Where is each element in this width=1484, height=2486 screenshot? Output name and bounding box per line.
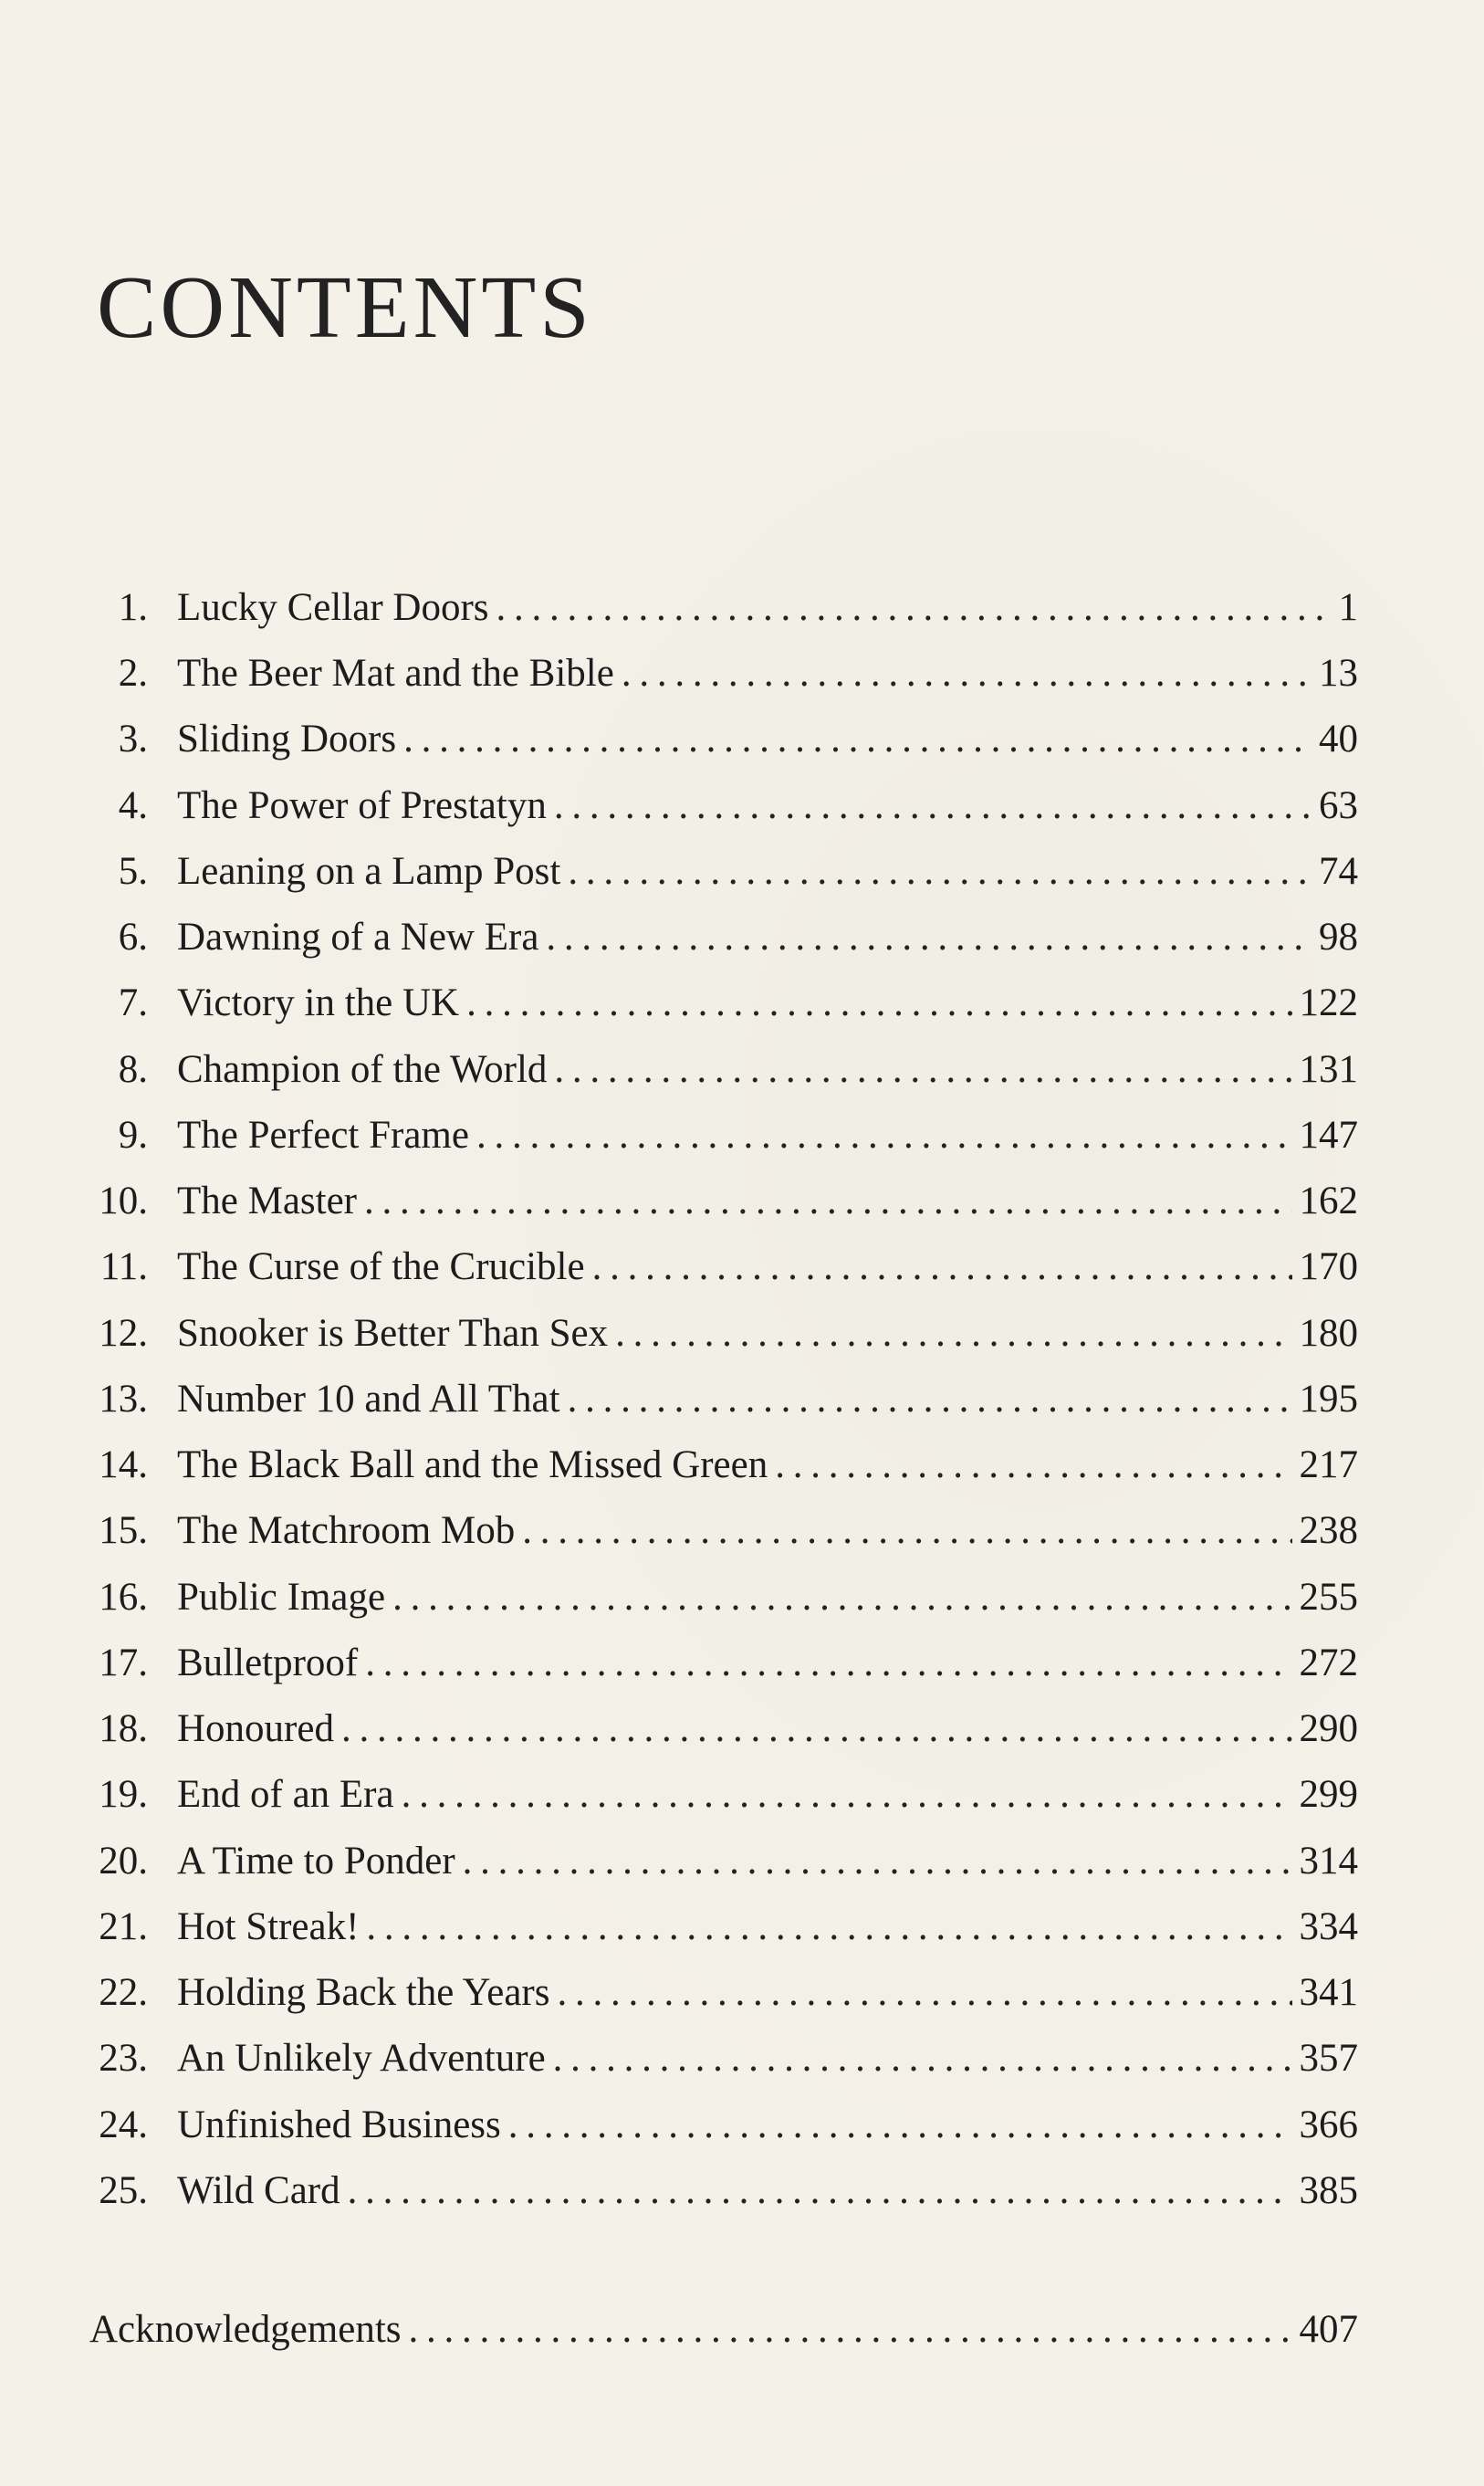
dot-leader bbox=[403, 712, 1312, 767]
toc-entry bbox=[88, 1900, 1358, 1955]
toc-entry bbox=[88, 1636, 1358, 1691]
chapter-number: 8. bbox=[118, 1048, 148, 1091]
chapter-title: The Beer Mat and the Bible bbox=[177, 652, 614, 695]
page-number: 385 bbox=[1299, 2169, 1358, 2212]
toc-entry bbox=[88, 2031, 1358, 2086]
page-number: 74 bbox=[1319, 850, 1358, 893]
dot-leader bbox=[554, 1043, 1291, 1097]
toc-entry bbox=[88, 2098, 1358, 2153]
dot-leader bbox=[392, 1570, 1291, 1625]
dot-leader bbox=[496, 581, 1332, 635]
dot-leader bbox=[557, 1966, 1291, 2020]
toc-entry bbox=[88, 1174, 1358, 1229]
toc-entry bbox=[88, 1702, 1358, 1757]
chapter-title: The Power of Prestatyn bbox=[177, 784, 547, 827]
page-title: CONTENTS bbox=[97, 257, 593, 357]
toc-entry bbox=[88, 910, 1358, 965]
page-number: 255 bbox=[1299, 1576, 1358, 1619]
chapter-number: 24. bbox=[99, 2103, 148, 2146]
dot-leader bbox=[775, 1438, 1291, 1493]
chapter-number: 14. bbox=[99, 1443, 148, 1486]
toc-entry bbox=[88, 779, 1358, 834]
page-number: 180 bbox=[1299, 1312, 1358, 1355]
page-number: 357 bbox=[1299, 2037, 1358, 2080]
chapter-number: 10. bbox=[99, 1180, 148, 1222]
dot-leader bbox=[341, 1702, 1292, 1757]
dot-leader bbox=[568, 1372, 1292, 1427]
toc-entry bbox=[88, 646, 1358, 701]
page-number: 299 bbox=[1299, 1773, 1358, 1816]
chapter-number: 18. bbox=[99, 1707, 148, 1750]
page-number: 366 bbox=[1299, 2103, 1358, 2146]
chapter-title: An Unlikely Adventure bbox=[177, 2037, 546, 2080]
chapter-title: Hot Streak! bbox=[177, 1905, 360, 1948]
dot-leader bbox=[568, 844, 1312, 899]
page-number: 341 bbox=[1299, 1971, 1358, 2014]
dot-leader bbox=[554, 779, 1312, 834]
dot-leader bbox=[592, 1240, 1292, 1295]
page-number: 122 bbox=[1299, 981, 1358, 1024]
toc-entry bbox=[88, 844, 1358, 899]
acknowledgements-title: Acknowledgements bbox=[89, 2308, 402, 2351]
chapter-title: The Perfect Frame bbox=[177, 1114, 469, 1157]
chapter-title: Unfinished Business bbox=[177, 2103, 501, 2146]
page-number: 131 bbox=[1299, 1048, 1358, 1091]
toc-entry-acknowledgements bbox=[89, 2302, 1358, 2357]
dot-leader bbox=[409, 2302, 1292, 2357]
chapter-title: Leaning on a Lamp Post bbox=[177, 850, 561, 893]
chapter-number: 23. bbox=[99, 2037, 148, 2080]
dot-leader bbox=[522, 1504, 1291, 1558]
dot-leader bbox=[622, 646, 1312, 701]
chapter-number: 11. bbox=[99, 1245, 148, 1288]
chapter-title: A Time to Ponder bbox=[177, 1840, 455, 1883]
chapter-title: Snooker is Better Than Sex bbox=[177, 1312, 609, 1355]
chapter-number: 22. bbox=[99, 1971, 148, 2014]
page-number: 147 bbox=[1299, 1114, 1358, 1157]
toc-entry bbox=[88, 1966, 1358, 2020]
dot-leader bbox=[463, 1834, 1292, 1889]
toc-entry bbox=[88, 1240, 1358, 1295]
chapter-title: Victory in the UK bbox=[177, 981, 460, 1024]
chapter-number: 21. bbox=[99, 1905, 148, 1948]
page-number: 334 bbox=[1299, 1905, 1358, 1948]
page-number: 272 bbox=[1299, 1642, 1358, 1684]
dot-leader bbox=[402, 1767, 1292, 1822]
chapter-number: 2. bbox=[118, 652, 148, 695]
toc-entry bbox=[88, 1306, 1358, 1361]
chapter-title: The Matchroom Mob bbox=[177, 1509, 516, 1552]
chapter-number: 13. bbox=[99, 1378, 148, 1421]
dot-leader bbox=[364, 1174, 1291, 1229]
page-number: 217 bbox=[1299, 1443, 1358, 1486]
page-number: 162 bbox=[1299, 1180, 1358, 1222]
chapter-number: 4. bbox=[118, 784, 148, 827]
dot-leader bbox=[508, 2098, 1292, 2153]
chapter-title: Lucky Cellar Doors bbox=[177, 586, 489, 629]
dot-leader bbox=[466, 976, 1291, 1031]
chapter-title: Wild Card bbox=[177, 2169, 340, 2212]
toc-entry bbox=[88, 1108, 1358, 1163]
toc-entry bbox=[88, 1372, 1358, 1427]
chapter-title: Public Image bbox=[177, 1576, 386, 1619]
chapter-number: 15. bbox=[99, 1509, 148, 1552]
page-number: 40 bbox=[1319, 718, 1358, 760]
chapter-title: Champion of the World bbox=[177, 1048, 548, 1091]
page-number: 195 bbox=[1299, 1378, 1358, 1421]
toc-entry bbox=[88, 976, 1358, 1031]
toc-entry bbox=[88, 1767, 1358, 1822]
chapter-number: 7. bbox=[118, 981, 148, 1024]
dot-leader bbox=[476, 1108, 1292, 1163]
chapter-number: 1. bbox=[118, 586, 148, 629]
toc-entry bbox=[88, 1043, 1358, 1097]
toc-entry bbox=[88, 1834, 1358, 1889]
chapter-number: 3. bbox=[118, 718, 148, 760]
chapter-number: 16. bbox=[99, 1576, 148, 1619]
page-number: 238 bbox=[1299, 1509, 1358, 1552]
page-number: 98 bbox=[1319, 916, 1358, 959]
chapter-title: Number 10 and All That bbox=[177, 1378, 560, 1421]
dot-leader bbox=[553, 2031, 1292, 2086]
page-number: 170 bbox=[1299, 1245, 1358, 1288]
chapter-number: 19. bbox=[99, 1773, 148, 1816]
chapter-number: 25. bbox=[99, 2169, 148, 2212]
chapter-title: Honoured bbox=[177, 1707, 334, 1750]
toc-entry bbox=[88, 1438, 1358, 1493]
chapter-number: 6. bbox=[118, 916, 148, 959]
toc-entry bbox=[88, 2164, 1358, 2219]
toc-entry bbox=[88, 1504, 1358, 1558]
chapter-number: 17. bbox=[99, 1642, 148, 1684]
chapter-title: Sliding Doors bbox=[177, 718, 397, 760]
chapter-title: The Black Ball and the Missed Green bbox=[177, 1443, 768, 1486]
dot-leader bbox=[365, 1636, 1291, 1691]
chapter-number: 12. bbox=[99, 1312, 148, 1355]
toc-entry bbox=[88, 581, 1358, 635]
toc-entry bbox=[88, 712, 1358, 767]
dot-leader bbox=[348, 2164, 1292, 2219]
page-number: 290 bbox=[1299, 1707, 1358, 1750]
chapter-number: 20. bbox=[99, 1840, 148, 1883]
page-number: 314 bbox=[1299, 1840, 1358, 1883]
chapter-title: The Curse of the Crucible bbox=[177, 1245, 585, 1288]
chapter-title: The Master bbox=[177, 1180, 358, 1222]
chapter-title: Bulletproof bbox=[177, 1642, 359, 1684]
dot-leader bbox=[615, 1306, 1291, 1361]
chapter-title: End of an Era bbox=[177, 1773, 394, 1816]
chapter-number: 5. bbox=[118, 850, 148, 893]
toc-entry bbox=[88, 1570, 1358, 1625]
dot-leader bbox=[366, 1900, 1291, 1955]
dot-leader bbox=[546, 910, 1312, 965]
chapter-number: 9. bbox=[118, 1114, 148, 1157]
chapter-title: Dawning of a New Era bbox=[177, 916, 539, 959]
page-number: 63 bbox=[1319, 784, 1358, 827]
page-number: 13 bbox=[1319, 652, 1358, 695]
page-number: 407 bbox=[1299, 2308, 1358, 2351]
chapter-title: Holding Back the Years bbox=[177, 1971, 550, 2014]
page-number: 1 bbox=[1338, 586, 1358, 629]
